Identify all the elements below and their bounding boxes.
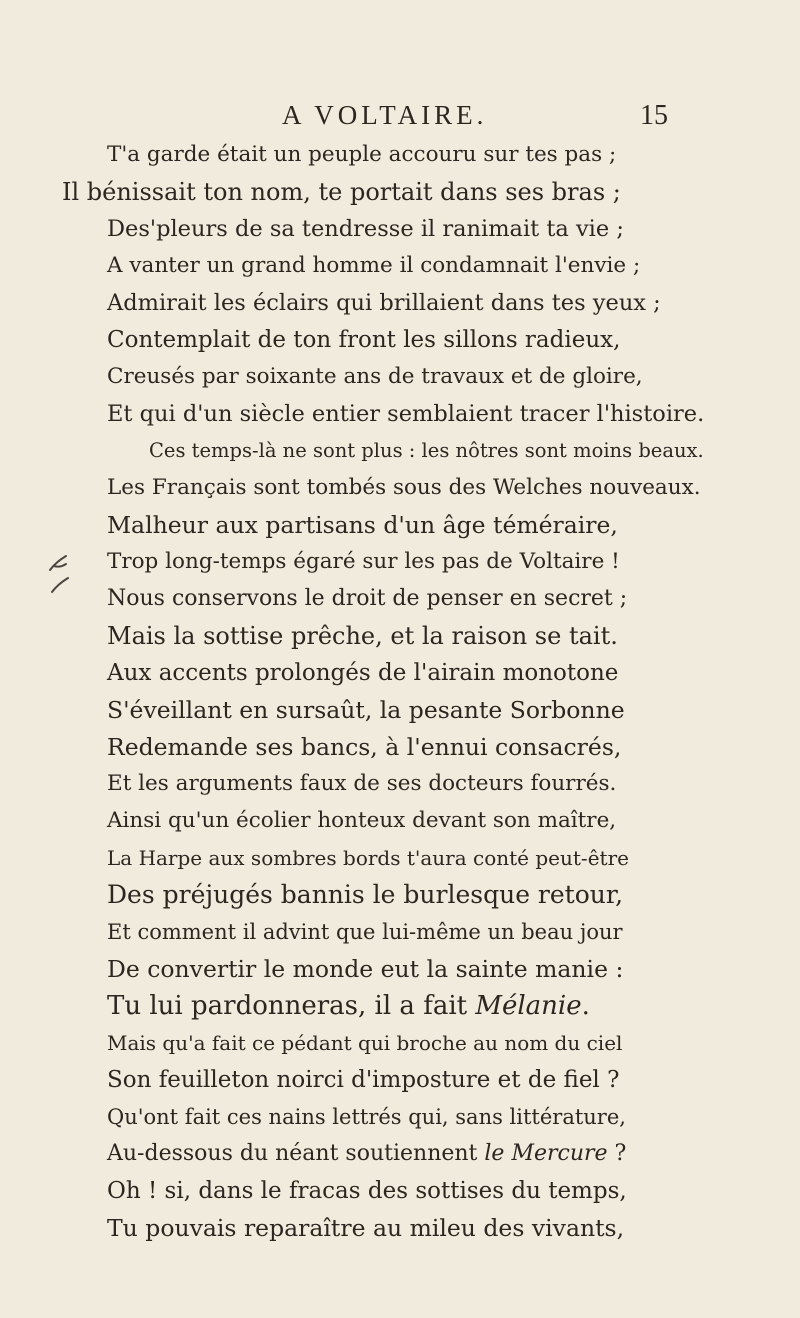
verse-line: Malheur aux partisans d'un âge téméraire, xyxy=(107,511,618,539)
verse-line: Creusés par soixante ans de travaux et de gloire, xyxy=(107,364,643,389)
verse-line: Et qui d'un siècle entier semblaient tracer l'histoire. xyxy=(107,401,705,427)
verse-text: Tu lui pardonneras, il a fait xyxy=(107,991,476,1021)
verse-line: Des'pleurs de sa tendresse il ranimait ta vie ; xyxy=(107,216,624,242)
verse-line: Redemande ses bancs, à l'ennui consacrés, xyxy=(107,733,622,761)
verse-line: Et les arguments faux de ses docteurs fourrés. xyxy=(107,771,617,796)
verse-line: Oh ! si, dans le fracas des sottises du temps, xyxy=(107,1178,627,1204)
verse-line: Mais la sottise prêche, et la raison se tait. xyxy=(107,622,618,650)
verse-line: A vanter un grand homme il condamnait l'envie ; xyxy=(107,253,641,278)
verse-line xyxy=(107,1139,626,1169)
running-title: A VOLTAIRE. xyxy=(282,100,488,130)
verse-line: Les Français sont tombés sous des Welches nouveaux. xyxy=(107,475,701,500)
verse-line: Contemplait de ton front les sillons radieux, xyxy=(107,327,621,353)
verse-line: Tu pouvais reparaître au mileu des vivants, xyxy=(107,1214,625,1242)
verse-line: De convertir le monde eut la sainte manie : xyxy=(107,955,624,983)
verse-line: Admirait les éclairs qui brillaient dans tes yeux ; xyxy=(107,290,661,316)
verse-line: Trop long-temps égaré sur les pas de Voltaire ! xyxy=(107,549,620,574)
verse-line xyxy=(107,991,590,1021)
verse-line: Qu'ont fait ces nains lettrés qui, sans littérature, xyxy=(107,1105,626,1129)
verse-text: Au-dessous du néant soutiennent xyxy=(107,1141,485,1166)
verse-line: Aux accents prolongés de l'airain monotone xyxy=(107,660,619,686)
page-header xyxy=(0,100,800,134)
verse-line: T'a garde était un peuple accouru sur tes pas ; xyxy=(107,142,617,167)
verse-line: Des préjugés bannis le burlesque retour, xyxy=(107,880,624,909)
verse-text: . xyxy=(581,991,590,1021)
verse-italic-title: le Mercure xyxy=(484,1141,608,1166)
verse-line: S'éveillant en sursaût, la pesante Sorbonne xyxy=(107,696,625,724)
verse-text: ? xyxy=(607,1141,627,1166)
verse-italic-title: Mélanie xyxy=(475,991,582,1021)
verse-line: Ces temps-là ne sont plus : les nôtres sont moins beaux. xyxy=(149,439,704,462)
verse-line: Nous conservons le droit de penser en secret ; xyxy=(107,586,628,611)
verse-line: Mais qu'a fait ce pédant qui broche au nom du ciel xyxy=(107,1031,623,1055)
margin-pencil-mark xyxy=(44,552,74,602)
verse-line: Et comment il advint que lui-même un beau jour xyxy=(107,920,623,944)
verse-line: Ainsi qu'un écolier honteux devant son maître, xyxy=(107,808,617,833)
page-number: 15 xyxy=(640,100,668,131)
verse-line: La Harpe aux sombres bords t'aura conté peut-être xyxy=(107,846,629,870)
verse-line: Il bénissait ton nom, te portait dans ses bras ; xyxy=(62,178,621,206)
verse-line: Son feuilleton noirci d'imposture et de fiel ? xyxy=(107,1067,620,1093)
